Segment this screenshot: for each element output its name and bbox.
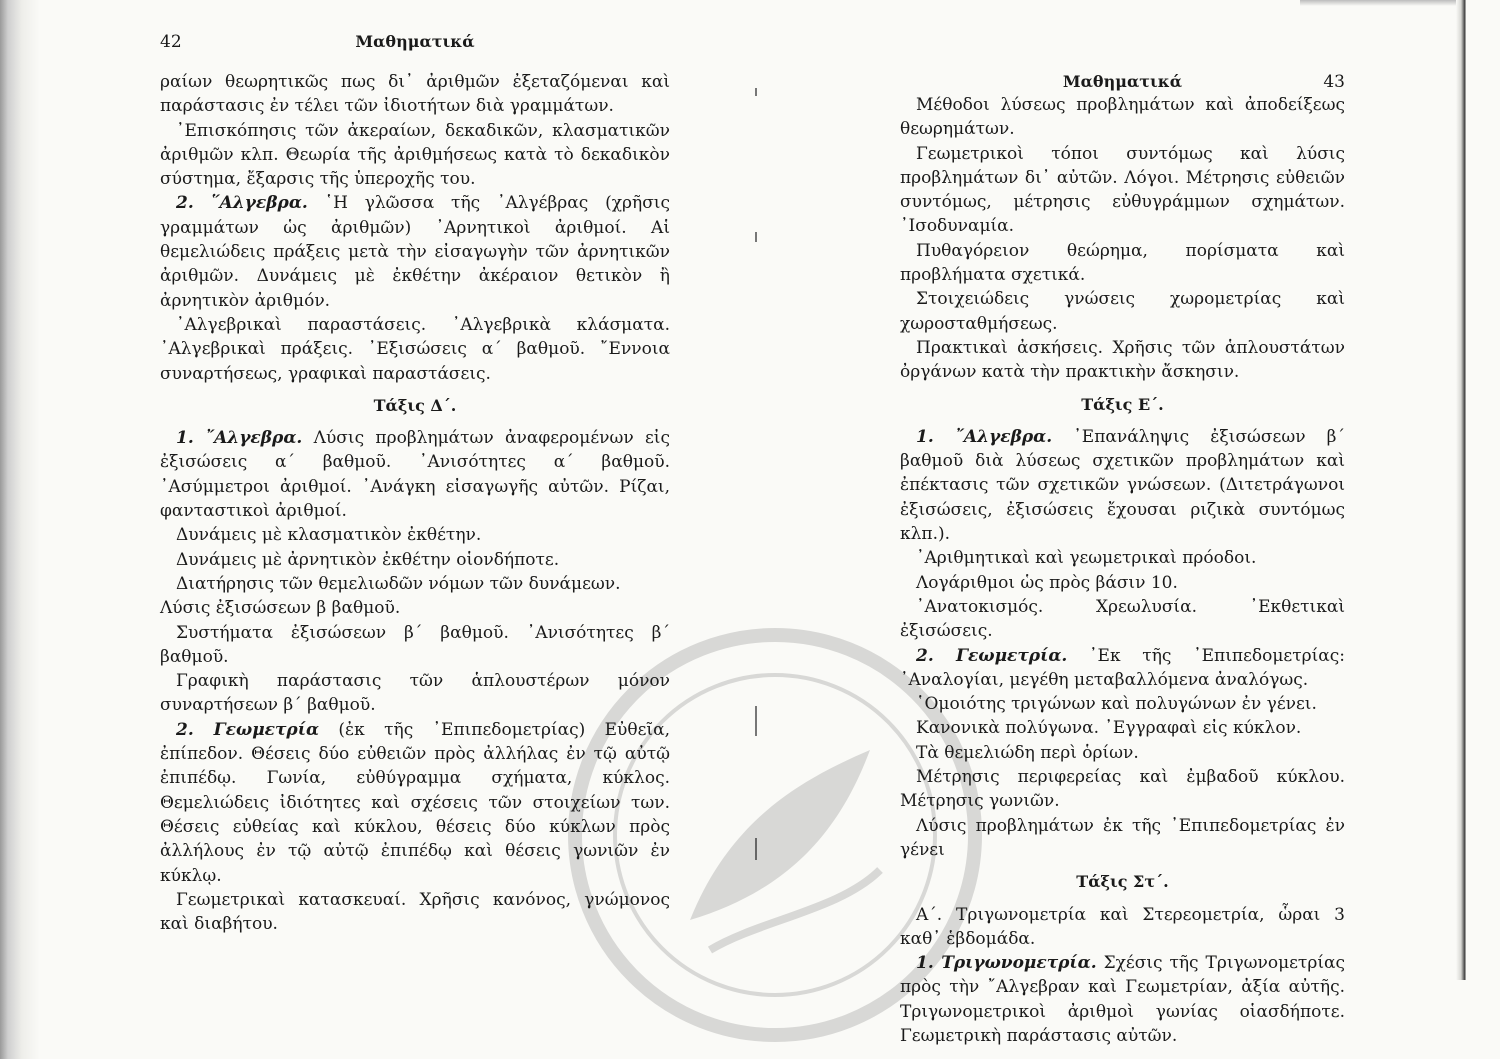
paragraph-text: Δυνάμεις μὲ ἀρνητικὸν ἐκθέτην οἱονδήποτε. <box>176 549 560 570</box>
subject-lead: 2. Γεωμετρία <box>176 719 320 740</box>
paragraph-text: Τὰ θεμελιώδη περὶ ὁρίων. <box>916 742 1139 763</box>
paragraph-text: Πυθαγόρειον θεώρημα, πορίσματα καὶ προβλήματα σχετικά. <box>900 240 1345 286</box>
paragraph-text: Μέτρησις περιφερείας καὶ ἐμβαδοῦ κύκλου. Μέτρησις γωνιῶν. <box>900 767 1345 812</box>
paragraph-text: Λύσις προβλημάτων ἀναφερομένων εἰς ἐξισώσεις α´ βαθμοῦ. ᾽Ανισότητες α´ βαθμοῦ. ᾽Ασύμμετροι ἀριθμοί. ᾽Ανάγκη εἰσαγωγῆς αὐτῶν. Ρίζαι, φανταστικοὶ ἀριθμοί. <box>160 428 670 522</box>
paragraph-text: (ἐκ τῆς ᾽Επιπεδομετρίας) Εὐθεῖα, ἐπίπεδον. Θέσεις δύο εὐθειῶν πρὸς ἀλλήλας ἐν τῷ αὐτῷ ἐπιπέδῳ. Γωνία, εὐθύγραμμα σχήματα, κύκλος. Θεμελιώδεις ἰδιότητες καὶ σχέσεις τῶν στοιχείων των. Θέσεις εὐθείας καὶ κύκλου, θέσεις δύο κύκλων πρὸς ἀλλήλους ἐν τῷ αὐτῷ ἐπιπέδῳ καὶ θέσεις γωνιῶν ἐν κύκλῳ. <box>160 719 670 886</box>
paragraph-text: ᾽Επισκόπησις τῶν ἀκεραίων, δεκαδικῶν, κλασματικῶν ἀριθμῶν κλπ. Θεωρία τῆς ἀριθμήσεως κατὰ τὸ δεκαδικὸν σύστημα, ἔξαρσις τῆς ὑπεροχῆς του. <box>160 120 670 190</box>
paragraph <box>900 951 1345 1048</box>
paragraph-text: ᾽Εκ τῆς ᾽Επιπεδομετρίας: ᾽Αναλογίαι, μεγέθη μεταβαλλόμενα ἀναλόγως. <box>900 645 1345 690</box>
paragraph-text: ραίων θεωρητικῶς πως δι᾽ ἀριθμῶν ἐξεταζόμεναι καὶ παράστασις ἐν τέλει τῶν ἰδιοτήτων διὰ γραμμάτων. <box>160 72 670 117</box>
paragraph <box>160 119 670 192</box>
gutter-mark <box>755 232 757 242</box>
paragraph-text: Κανονικὰ πολύγωνα. ᾽Εγγραφαὶ εἰς κύκλον. <box>916 718 1302 739</box>
paragraph-text: Διατήρησις τῶν θεμελιωδῶν νόμων τῶν δυνάμεων. <box>176 573 621 594</box>
subject-lead: 1. ῎Αλγεβρα. <box>916 426 1053 447</box>
page-number: 42 <box>160 32 182 52</box>
paragraph <box>160 888 670 937</box>
paragraph <box>900 239 1345 288</box>
paragraph <box>900 336 1345 385</box>
paragraph-text: Πρακτικαὶ ἀσκήσεις. Χρῆσις τῶν ἁπλουστάτων ὀργάνων κατὰ τὴν πρακτικὴν ἄσκησιν. <box>900 337 1345 383</box>
paragraph-text: ᾽Επανάληψις ἐξισώσεων β´ βαθμοῦ διὰ λύσεως σχετικῶν προβλημάτων καὶ ἐπέκτασις τῶν σχετικῶν γνώσεων. (Διτετράγωνοι ἐξισώσεις, ἐξισώσεις ἔχουσαι ριζικὰ συντόμως κλπ.). <box>900 426 1345 545</box>
left-page-body <box>160 70 670 936</box>
paragraph-text: ῾Ομοιότης τριγώνων καὶ πολυγώνων ἐν γένει. <box>916 694 1317 715</box>
paragraph <box>900 765 1345 814</box>
paragraph <box>160 191 670 312</box>
paragraph-text: Λύσις προβλημάτων ἐκ τῆς ᾽Επιπεδομετρίας ἐν γένει <box>900 815 1345 860</box>
paragraph <box>900 142 1345 239</box>
scan-right-edge <box>1456 0 1466 980</box>
paragraph <box>900 644 1345 693</box>
paragraph-text: Λύσις ἐξισώσεων β βαθμοῦ. <box>160 598 401 619</box>
paragraph-text: ᾽Αλγεβρικαὶ παραστάσεις. ᾽Αλγεβρικὰ κλάσματα. ᾽Αλγεβρικαὶ πράξεις. ᾽Εξισώσεις α´ βαθμοῦ. ῎Εννοια συναρτήσεως, γραφικαὶ παραστάσεις. <box>160 314 670 384</box>
running-title: Μαθηματικά <box>355 32 475 51</box>
paragraph-text: ᾽Ανατοκισμός. Χρεωλυσία. ᾽Εκθετικαὶ ἐξισώσεις. <box>900 596 1345 642</box>
running-title: Μαθηματικά <box>1062 72 1183 91</box>
gutter-mark <box>755 88 757 96</box>
paragraph <box>160 669 670 718</box>
right-page-body <box>900 93 1345 1048</box>
paragraph <box>900 571 1345 595</box>
gutter-mark <box>755 838 757 860</box>
paragraph <box>160 718 670 888</box>
paragraph <box>160 313 670 386</box>
paragraph <box>900 425 1345 546</box>
paragraph <box>900 595 1345 644</box>
paragraph-text: Λογάριθμοι ὡς πρὸς βάσιν 10. <box>916 572 1178 593</box>
paragraph-text: Γραφικὴ παράστασις τῶν ἁπλουστέρων μόνον συναρτήσεων β´ βαθμοῦ. <box>160 671 670 716</box>
paragraph <box>160 621 670 670</box>
paragraph <box>160 426 670 523</box>
subject-lead: 1. Τριγωνομετρία. <box>916 953 1097 974</box>
section-heading: Τάξις Ε´. <box>1081 394 1164 414</box>
subject-lead: 2. ῞Αλγεβρα. <box>176 193 308 214</box>
paragraph <box>160 70 670 119</box>
paragraph <box>900 93 1345 142</box>
page-number: 43 <box>1323 72 1345 92</box>
paragraph-text: ᾽Αριθμητικαὶ καὶ γεωμετρικαὶ πρόοδοι. <box>916 548 1257 569</box>
paragraph-text: ῾Η γλῶσσα τῆς ᾽Αλγέβρας (χρῆσις γραμμάτων ὡς ἀριθμῶν) ᾽Αρνητικοὶ ἀριθμοί. Αἱ θεμελιώδεις πράξεις μετὰ τὴν εἰσαγωγὴν τῶν ἀρνητικῶν ἀριθμῶν. Δυνάμεις μὲ ἐκθέτην ἀκέραιον θετικὸν ἢ ἀρνητικὸν ἀριθμόν. <box>160 193 670 311</box>
subject-lead: 2. Γεωμετρία. <box>916 645 1068 666</box>
paragraph <box>160 548 670 572</box>
paragraph <box>900 814 1345 863</box>
paragraph <box>900 287 1345 336</box>
paragraph-text: Γεωμετρικοὶ τόποι συντόμως καὶ λύσις προβλημάτων δι᾽ αὐτῶν. Λόγοι. Μέτρησις εὐθειῶν συντόμως, μέτρησις εὐθυγράμμων σχημάτων. ᾽Ισοδυναμία. <box>900 143 1345 237</box>
paragraph <box>900 903 1345 952</box>
paragraph-text: Γεωμετρικαὶ κατασκευαί. Χρῆσις κανόνος, γνώμονος καὶ διαβήτου. <box>160 889 670 935</box>
paragraph-text: Σχέσις τῆς Τριγωνομετρίας πρὸς τὴν ῎Αλγεβραν καὶ Γεωμετρίαν, ἀξία αὐτῆς. Τριγωνομετρικοὶ ἀριθμοὶ γωνίας οἱασδήποτε. Γεωμετρικὴ παράστασις αὐτῶν. <box>900 953 1345 1046</box>
subject-lead: 1. ῎Αλγεβρα. <box>176 428 303 449</box>
paragraph-text: Α´. Τριγωνομετρία καὶ Στερεομετρία, ὧραι 3 καθ᾽ ἑβδομάδα. <box>900 904 1345 949</box>
section-heading: Τάξις Στ´. <box>1076 872 1169 892</box>
section-heading: Τάξις Δ´. <box>373 395 457 415</box>
paragraph-text: Συστήματα ἐξισώσεων β´ βαθμοῦ. ᾽Ανισότητες β´ βαθμοῦ. <box>160 622 670 667</box>
paragraph <box>160 523 670 547</box>
paragraph-text: Στοιχειώδεις γνώσεις χωρομετρίας καὶ χωροσταθμήσεως. <box>900 289 1345 334</box>
paragraph-text: Μέθοδοι λύσεως προβλημάτων καὶ ἀποδείξεως θεωρημάτων. <box>900 95 1345 140</box>
gutter-mark <box>755 706 757 736</box>
paragraph <box>900 716 1345 740</box>
paragraph-text: Δυνάμεις μὲ κλασματικὸν ἐκθέτην. <box>176 525 482 546</box>
paragraph <box>900 741 1345 765</box>
paragraph <box>900 692 1345 716</box>
paragraph <box>160 572 670 596</box>
paragraph <box>160 596 670 620</box>
scan-left-edge <box>0 0 40 1059</box>
paragraph <box>900 546 1345 570</box>
